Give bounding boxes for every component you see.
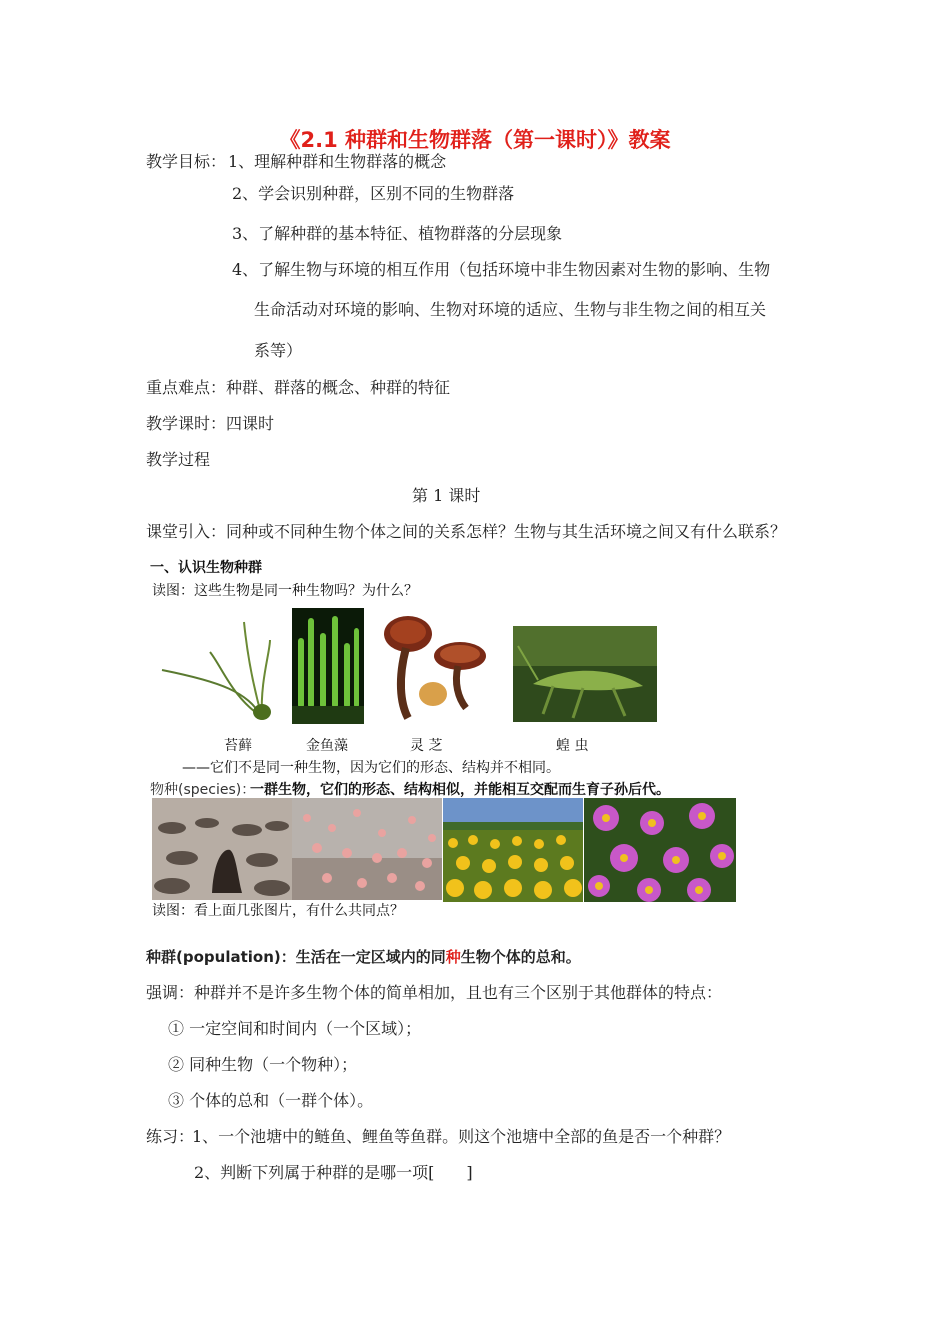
figure-note: ——它们不是同一种生物，因为它们的形态、结构并不相同。 bbox=[182, 760, 560, 776]
objective-4-cont: 生命活动对环境的影响、生物对环境的适应、生物与非生物之间的相互关 bbox=[254, 300, 767, 319]
population-definition bbox=[146, 947, 581, 967]
locust-image bbox=[513, 626, 657, 722]
lingzhi-image bbox=[378, 608, 488, 724]
class-hours: 教学课时：四课时 bbox=[146, 414, 275, 433]
exercise-label: 练习： bbox=[146, 1127, 195, 1146]
figure-question-1: 读图：这些生物是同一种生物吗？为什么？ bbox=[152, 583, 418, 599]
caption-lingzhi: 灵 芝 bbox=[410, 738, 443, 754]
objectives-label: 教学目标： bbox=[146, 152, 227, 171]
species-definition: 一群生物，它们的形态、结构相似，并能相互交配而生育子孙后代。 bbox=[250, 782, 670, 798]
feature-1: ① 一定空间和时间内（一个区域）； bbox=[168, 1019, 422, 1038]
caption-hornwort: 金鱼藻 bbox=[306, 738, 348, 754]
objective-2: 2、学会识别种群，区别不同的生物群落 bbox=[232, 184, 515, 203]
exercise-q1: 1、一个池塘中的鲢鱼、鲤鱼等鱼群。则这个池塘中全部的鱼是否一个种群？ bbox=[192, 1127, 731, 1146]
caption-moss: 苔藓 bbox=[224, 738, 252, 754]
sunflowers-image bbox=[443, 798, 583, 902]
species-label: 物种(species)： bbox=[150, 782, 256, 798]
objective-4: 4、了解生物与环境的相互作用（包括环境中非生物因素对生物的影响、生物 bbox=[232, 260, 771, 279]
objective-4-end: 系等） bbox=[254, 341, 303, 360]
document-title: 《2.1 种群和生物群落（第一课时）》教案 bbox=[279, 128, 671, 152]
objective-3: 3、了解种群的基本特征、植物群落的分层现象 bbox=[232, 224, 563, 243]
key-points: 重点难点：种群、群落的概念、种群的特征 bbox=[146, 378, 451, 397]
teaching-process: 教学过程 bbox=[146, 450, 211, 469]
flamingos-image bbox=[292, 798, 442, 900]
figure-question-2: 读图：看上面几张图片，有什么共同点？ bbox=[152, 903, 404, 919]
exercise-q2: 2、判断下列属于种群的是哪一项[ ] bbox=[194, 1163, 473, 1182]
hornwort-image bbox=[292, 608, 364, 724]
definition-suffix: 生物个体的总和。 bbox=[460, 948, 581, 966]
section-heading: 一、认识生物种群 bbox=[150, 560, 262, 576]
objective-1: 1、理解种群和生物群落的概念 bbox=[228, 152, 447, 171]
lesson-heading: 第 1 课时 bbox=[412, 486, 481, 505]
feature-2: ② 同种生物（一个物种）； bbox=[168, 1055, 358, 1074]
emphasis: 强调：种群并不是许多生物个体的简单相加，且也有三个区别于其他群体的特点： bbox=[146, 983, 723, 1002]
caption-locust: 蝗 虫 bbox=[556, 738, 589, 754]
asters-image bbox=[584, 798, 736, 902]
feature-3: ③ 个体的总和（一群个体）。 bbox=[168, 1091, 374, 1110]
seals-image bbox=[152, 798, 292, 900]
definition-highlight: 种 bbox=[445, 948, 461, 966]
moss-image bbox=[152, 612, 280, 724]
class-intro: 课堂引入：同种或不同种生物个体之间的关系怎样？生物与其生活环境之间又有什么联系？ bbox=[146, 522, 787, 541]
definition-prefix: 种群(population)：生活在一定区域内的同 bbox=[146, 948, 446, 966]
